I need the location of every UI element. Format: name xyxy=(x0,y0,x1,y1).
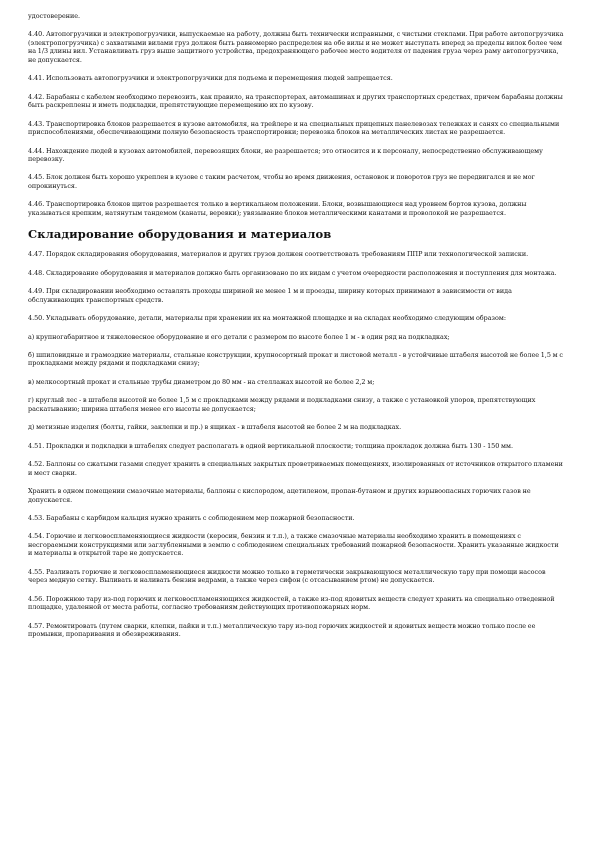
paragraph-4-51: 4.51. Прокладки и подкладки в штабелях следует располагать в одной вертикальной плоскости; толщина прокладок должна быть 130 - 150 мм. xyxy=(28,441,513,450)
paragraph-4-48: 4.48. Складирование оборудования и материалов должно быть организовано по их видам с учетом очередности расположения и поступления для монтажа. xyxy=(28,268,557,277)
document-body xyxy=(28,12,564,648)
section-heading: Складирование оборудования и материалов xyxy=(28,227,332,242)
list-item-v: в) мелкосортный прокат и стальные трубы диаметром до 80 мм - на стеллажах высотой не более 2,2 м; xyxy=(28,377,375,386)
paragraph-4-40: 4.40. Автопогрузчики и электропогрузчики, выпускаемые на работу, должны быть технически исправными, с чистыми стеклами. При работе автопогрузчика (электропогрузчика) с захватными вилами груз должен быть равномерно распределен на обе вилы и не может выступать вперед за пределы вилок более чем на 1/3 длины вил. Устанавливать груз выше защитного устройства, предохраняющего рабочее место водителя от падения груза через раму автопогрузчика, не допускается. xyxy=(28,30,564,64)
list-item-b: б) шпиловидные и грамоздкие материалы, стальные конструкции, крупносортный прокат и листовой металл - в устойчивые штабеля высотой не более 1,5 м с прокладками между рядами и подкладками снизу; xyxy=(28,350,563,368)
paragraph-4-52: 4.52. Баллоны со сжатыми газами следует хранить в специальных закрытых проветриваемых помещениях, изолированных от источников открытого пламени и мест сварки. xyxy=(28,460,563,477)
list-item-d: д) метизные изделия (болты, гайки, заклепки и пр.) в ящиках - в штабеля высотой не более 2 м на подкладках. xyxy=(28,423,402,432)
paragraph-storage-note: Хранить в одном помещении смазочные материалы, баллоны с кислородом, ацетиленом, пропан-бутаном и других взрывоопасных горючих газов не допускается. xyxy=(28,487,531,504)
paragraph-4-57: 4.57. Ремонтировать (путем сварки, клепки, пайки и т.п.) металлическую тару из-под горючих жидкостей и ядовитых веществ можно только после ее промывки, пропаривания и обезвреживания. xyxy=(28,621,536,639)
paragraph-4-49: 4.49. При складировании необходимо оставлять проходы шириной не менее 1 м и проезды, ширину которых принимают в зависимости от вида обслуживающих транспортных средств. xyxy=(28,287,512,304)
paragraph-4-54: 4.54. Горючие и легковоспламеняющиеся жидкости (керосин, бензин и т.п.), а также смазочные материалы необходимо хранить в помещениях с несгораемыми конструкциями или заглубленными в землю с соблюдением специальных требований пожарной безопасности. Хранить указанные жидкости и материалы в открытой таре не допускается. xyxy=(28,532,559,558)
list-item-g: г) круглый лес - в штабеля высотой не более 1,5 м с прокладками между рядами и подкладками снизу, а также с установкой упоров, препятствующих раскатыванию; ширина штабеля менее его высоты не допускается; xyxy=(28,396,536,413)
paragraph-4-50: 4.50. Укладывать оборудование, детали, материалы при хранении их на монтажной площадке и на складах необходимо следующим образом: xyxy=(28,314,507,323)
paragraph-4-43: 4.43. Транспортировка блоков разрешается в кузове автомобиля, на трейлере и на специальных прицепных панелевозах тележках и санях со специальными приспособлениями, обеспечивающими полную безопасность транспортировки; перевозка блоков на металлических листах не разрешается. xyxy=(28,119,560,137)
paragraph-4-53: 4.53. Барабаны с карбидом кальция нужно хранить с соблюдением мер пожарной безопасности. xyxy=(28,513,355,522)
paragraph-4-44: 4.44. Нахождение людей в кузовах автомобилей, перевозящих блоки, не разрешается; это относится и к персоналу, непосредственно обслуживающему перевозку. xyxy=(28,146,543,163)
paragraph-4-41: 4.41. Использовать автопогрузчики и электропогрузчики для подъема и перемещения людей запрещается. xyxy=(28,74,393,83)
intro-text: удостоверение. xyxy=(28,12,81,20)
list-item-a: а) крупногабаритное и тяжеловесное оборудование и его детали с размером по высоте более 1 м - в один ряд на подкладках; xyxy=(28,332,450,341)
paragraph-4-55: 4.55. Разливать горючие и легковоспламеняющиеся жидкости можно только в герметически закрывающуюся металлическую тару при помощи насосов через медную сетку. Выливать и наливать бензин ведрами, а также через сифон (с отсасыванием ртом) не допускается. xyxy=(28,567,546,585)
paragraph-4-47: 4.47. Порядок складирования оборудования, материалов и других грузов должен соответствовать требованиям ППР или технологической записки. xyxy=(28,250,529,259)
paragraph-4-46: 4.46. Транспортировка блоков щитов разрешается только в вертикальном положении. Блоки, возвышающиеся над уровнем бортов кузова, должны указываться крепким, натянутым тандемом (канаты, веревки); увязывание блоков металлическими канатами и проволокой не разрешается. xyxy=(28,200,527,217)
paragraph-4-45: 4.45. Блок должен быть хорошо укреплен в кузове с таким расчетом, чтобы во время движения, остановок и поворотов груз не передвигался и не мог опрокинуться. xyxy=(28,173,535,190)
paragraph-4-42: 4.42. Барабаны с кабелем необходимо перевозить, как правило, на транспортерах, автомашинах и других транспортных средствах, причем барабаны должны быть раскреплены и иметь подкладки, препятствующие перемещению их по кузову. xyxy=(28,92,563,110)
paragraph-4-56: 4.56. Порожнюю тару из-под горючих и легковоспламеняющихся жидкостей, а также из-под ядовитых веществ следует хранить на специально отведенной площадке, удаленной от места работы, согласно требованиям действующих противопожарных норм. xyxy=(28,594,555,612)
